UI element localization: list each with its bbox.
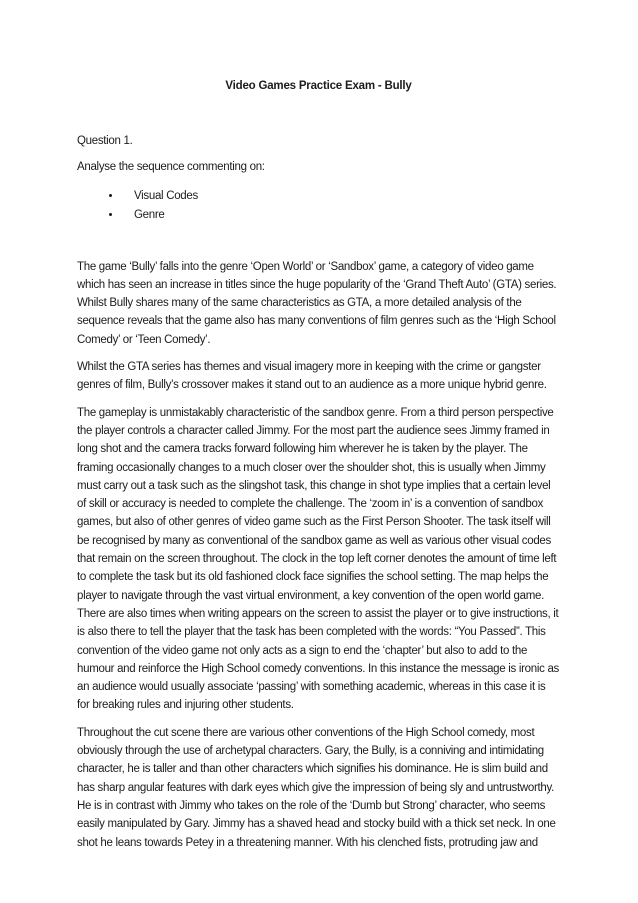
bullet-item-visual-codes: • Visual Codes	[122, 187, 560, 206]
instruction-text: Analyse the sequence commenting on:	[77, 161, 265, 174]
bullet-item-genre: • Genre	[122, 206, 560, 225]
bullet-list	[77, 187, 560, 225]
body-paragraph-gameplay-analysis: The gameplay is unmistakably characteristic of the sandbox genre. From a third person perspective the player controls a character called Jimmy. For the most part the audience sees Jimmy framed in long shot and the camera tracks forward following him wherever he is taken by the player. The framing occasionally changes to a much closer over the shoulder shot, this is usually when Jimmy must carry out a task such as the slingshot task, this change in shot type implies that a certain level of skill or accuracy is needed to complete the challenge. The ‘zoom in’ is a convention of sandbox games, but also of other genres of video game such as the First Person Shooter. The task itself will be recognised by many as conventional of the sandbox game as well as various other visual codes that remain on the screen throughout. The clock in the top left corner denotes the amount of time left to complete the task but its old fashioned clock face signifies the school setting. The map helps the player to navigate through the vast virtual environment, a key convention of the open world game. There are also times when writing appears on the screen to assist the player or to give instructions, it is also there to tell the player that the task has been completed with the words: “You Passed”. This convention of the video game not only acts as a sign to end the ‘chapter’ but also to add to the humour and reinforce the High School comedy conventions. In this instance the message is ironic as an audience would usually associate ‘passing’ with something academic, whereas in this case it is for breaking rules and injuring other students.	[77, 406, 559, 712]
body-paragraph-characters: Throughout the cut scene there are various other conventions of the High School comedy, most obviously through the use of archetypal characters. Gary, the Bully, is a conniving and intimidating character, he is taller and than other characters which signifies his dominance. He is slim build and has sharp angular features with dark eyes which give the impression of being sly and untrustworthy. He is in contrast with Jimmy who takes on the role of the ‘Dumb but Strong’ character, who seems easily manipulated by Gary. Jimmy has a shaved head and stocky build with a thick set neck. In one shot he leans towards Petey in a threatening manner. With his clenched fists, protruding jaw and	[77, 726, 556, 849]
body-paragraph-genre-intro: The game ‘Bully’ falls into the genre ‘Open World’ or ‘Sandbox’ game, a category of video game which has seen an increase in titles since the huge popularity of the ‘Grand Theft Auto’ (GTA) series. Whilst Bully shares many of the same characteristics as GTA, a more detailed analysis of the sequence reveals that the game also has many conventions of film genres such as the ‘High School Comedy’ or ‘Teen Comedy’.	[77, 260, 557, 346]
question-label: Question 1.	[77, 135, 133, 147]
document-title: Video Games Practice Exam - Bully	[225, 80, 412, 92]
body-paragraph-gta-comparison: Whilst the GTA series has themes and visual imagery more in keeping with the crime or gangster genres of film, Bully’s crossover makes it stand out to an audience as a more unique hybrid genre.	[77, 361, 547, 392]
